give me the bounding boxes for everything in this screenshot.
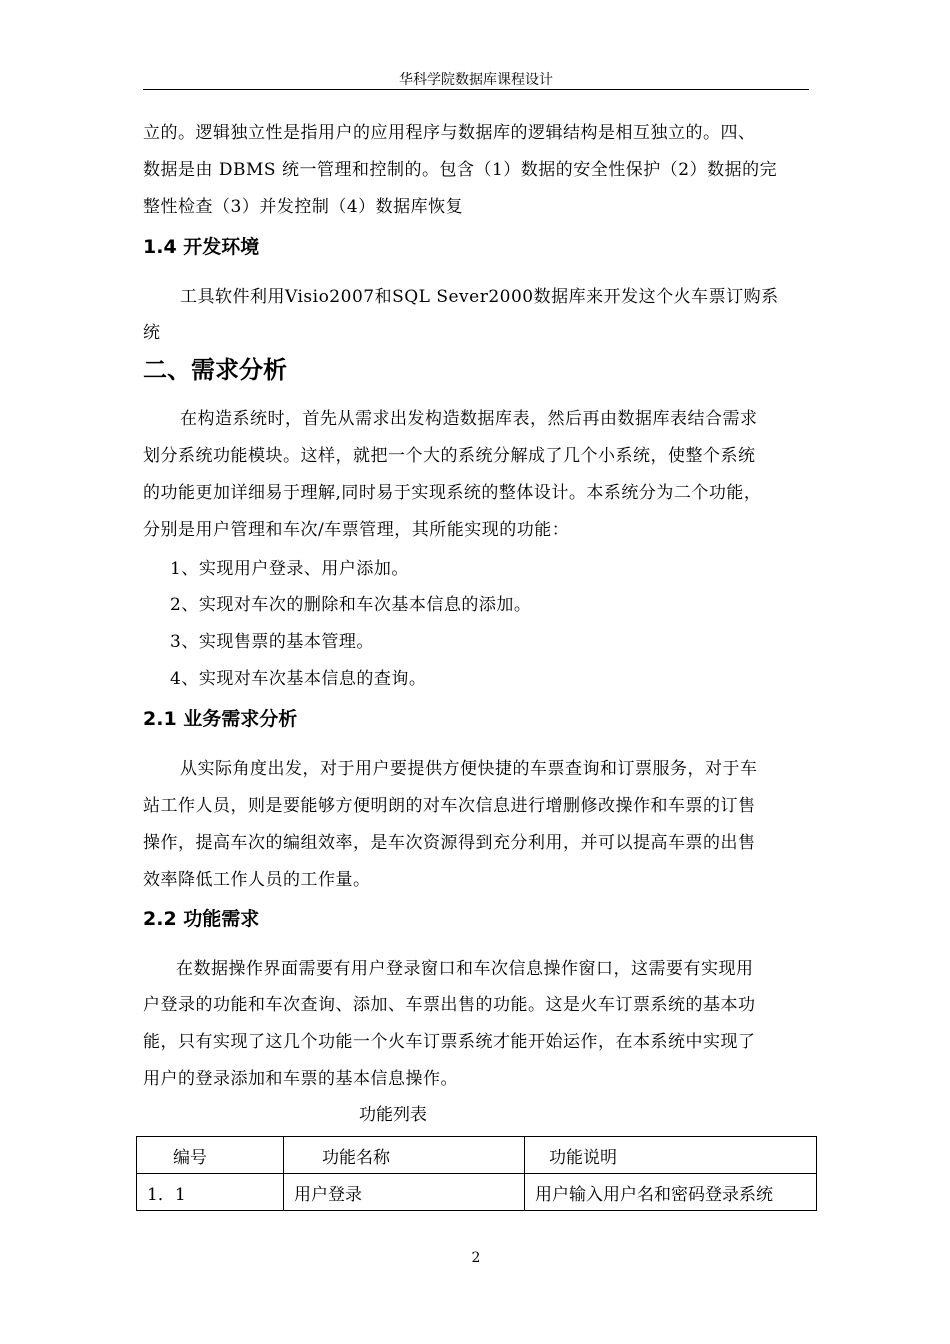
- paragraph-line: 操作，提高车次的编组效率，是车次资源得到充分利用，并可以提高车票的出售: [143, 833, 756, 853]
- paragraph-line: 数据是由 DBMS 统一管理和控制的。包含（1）数据的安全性保护（2）数据的完: [143, 160, 778, 180]
- paragraph-line: 立的。逻辑独立性是指用户的应用程序与数据库的逻辑结构是相互独立的。四、: [143, 123, 756, 143]
- paragraph-line: 效率降低工作人员的工作量。: [143, 870, 371, 890]
- paragraph-line: 在构造系统时，首先从需求出发构造数据库表，然后再由数据库表结合需求: [180, 409, 758, 429]
- table-cell: 用户登录: [284, 1174, 525, 1211]
- function-table: [136, 1136, 817, 1211]
- table-caption: 功能列表: [359, 1105, 427, 1125]
- paragraph-line: 工具软件利用Visio2007和SQL Sever2000数据库来开发这个火车票订购系: [180, 287, 779, 307]
- page-header: 华科学院数据库课程设计: [399, 72, 553, 88]
- paragraph-line: 的功能更加详细易于理解,同时易于实现系统的整体设计。本系统分为二个功能，: [143, 483, 762, 503]
- table-cell: 用户输入用户名和密码登录系统: [525, 1174, 817, 1211]
- table-row: [137, 1174, 817, 1211]
- table-header-cell: 功能说明: [525, 1137, 817, 1174]
- list-item: 4、实现对车次基本信息的查询。: [170, 669, 427, 689]
- table-header-row: [137, 1137, 817, 1174]
- table-header-cell: 编号: [137, 1137, 284, 1174]
- page-number: 2: [471, 1250, 481, 1266]
- chapter-heading-2: 二、需求分析: [143, 356, 287, 384]
- header-divider: [143, 89, 809, 90]
- list-item: 1、实现用户登录、用户添加。: [170, 559, 409, 579]
- section-heading-1-4: 1.4 开发环境: [143, 236, 260, 258]
- paragraph-line: 划分系统功能模块。这样，就把一个大的系统分解成了几个小系统，使整个系统: [143, 446, 756, 466]
- paragraph-line: 从实际角度出发，对于用户要提供方便快捷的车票查询和订票服务，对于车: [180, 759, 758, 779]
- section-heading-2-2: 2.2 功能需求: [143, 908, 260, 930]
- paragraph-line: 整性检查（3）并发控制（4）数据库恢复: [143, 197, 464, 217]
- paragraph-line: 站工作人员，则是要能够方便明朗的对车次信息进行增删修改操作和车票的订售: [143, 796, 756, 816]
- list-item: 3、实现售票的基本管理。: [170, 632, 374, 652]
- paragraph-line: 户登录的功能和车次查询、添加、车票出售的功能。这是火车订票系统的基本功: [143, 995, 756, 1015]
- table-cell: 1．1: [137, 1174, 284, 1211]
- paragraph-line: 用户的登录添加和车票的基本信息操作。: [143, 1069, 458, 1089]
- paragraph-line: 分别是用户管理和车次/车票管理，其所能实现的功能：: [143, 520, 570, 540]
- list-item: 2、实现对车次的删除和车次基本信息的添加。: [170, 595, 532, 615]
- table-header-cell: 功能名称: [284, 1137, 525, 1174]
- section-heading-2-1: 2.1 业务需求分析: [143, 708, 298, 730]
- paragraph-line: 能，只有实现了这几个功能一个火车订票系统才能开始运作，在本系统中实现了: [143, 1032, 756, 1052]
- paragraph-line: 在数据操作界面需要有用户登录窗口和车次信息操作窗口，这需要有实现用: [176, 959, 754, 979]
- paragraph-line: 统: [143, 323, 161, 343]
